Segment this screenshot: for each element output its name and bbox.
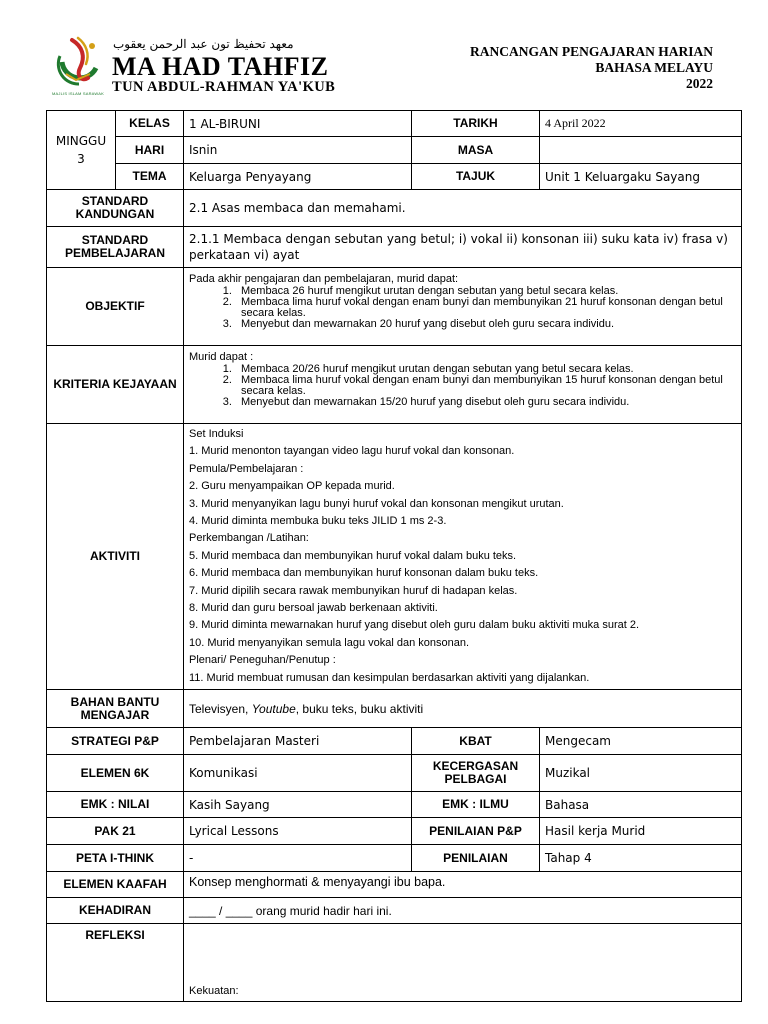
objektif-list — [189, 286, 736, 330]
objektif-content — [184, 268, 742, 346]
tajuk-value: Unit 1 Keluargaku Sayang — [540, 164, 742, 190]
table-row — [47, 164, 742, 190]
aktiviti-line: Set Induksi — [189, 428, 244, 440]
list-item: 3. Menyebut dan mewarnakan 20 huruf yang disebut oleh guru secara individu. — [235, 319, 736, 330]
standard-kandungan-label-line1: STANDARD — [81, 194, 149, 208]
elemen6k-label: ELEMEN 6K — [47, 755, 184, 792]
aktiviti-line: 11. Murid membuat rumusan dan kesimpulan berdasarkan aktiviti yang dijalankan. — [189, 671, 590, 684]
standard-pembelajaran-label — [47, 227, 184, 268]
objektif-intro: Pada akhir pengajaran dan pembelajaran, murid dapat: — [189, 273, 459, 285]
kecergasan-label-line1: KECERGASAN — [432, 759, 519, 773]
table-row — [47, 268, 742, 346]
aktiviti-line: Pemula/Pembelajaran : — [189, 462, 304, 475]
penilaian-label: PENILAIAN — [412, 845, 540, 872]
tema-label: TEMA — [116, 164, 184, 190]
logo-caption: MAJLIS ISLAM SARAWAK — [52, 91, 104, 96]
emk-ilmu-label: EMK : ILMU — [412, 792, 540, 818]
aktiviti-line: 4. Murid diminta membuka buku teks JILID 1 ms 2-3. — [189, 515, 447, 528]
kelas-value: 1 AL-BIRUNI — [184, 111, 412, 137]
penilaian-pp-value: Hasil kerja Murid — [540, 818, 742, 845]
elemen6k-value: Komunikasi — [184, 755, 412, 792]
page-header — [0, 0, 768, 108]
bbm-value — [184, 690, 742, 728]
strategi-label: STRATEGI P&P — [47, 728, 184, 755]
tarikh-label: TARIKH — [412, 111, 540, 137]
aktiviti-line: 1. Murid menonton tayangan video lagu huruf vokal dan konsonan. — [189, 445, 515, 458]
table-row — [47, 190, 742, 227]
kecergasan-value: Muzikal — [540, 755, 742, 792]
minggu-cell — [47, 111, 116, 190]
table-row — [47, 818, 742, 845]
aktiviti-line: 7. Murid dipilih secara rawak membunyikan huruf di hadapan kelas. — [189, 584, 518, 597]
emk-ilmu-value: Bahasa — [540, 792, 742, 818]
list-item: 1. Membaca 20/26 huruf mengikut urutan dengan sebutan yang betul secara kelas. — [235, 364, 736, 375]
list-item: 1. Membaca 26 huruf mengikut urutan dengan sebutan yang betul secara kelas. — [235, 286, 736, 297]
table-row — [47, 690, 742, 728]
pak21-value: Lyrical Lessons — [184, 818, 412, 845]
aktiviti-line: Perkembangan /Latihan: — [189, 532, 309, 545]
aktiviti-line: Plenari/ Peneguhan/Penutup : — [189, 654, 336, 667]
standard-pembelajaran-value: 2.1.1 Membaca dengan sebutan yang betul; i) vokal ii) konsonan iii) suku kata iv) frasa v) perkataan vi) ayat — [184, 227, 742, 268]
aktiviti-line: 6. Murid membaca dan membunyikan huruf konsonan dalam buku teks. — [189, 567, 539, 580]
standard-pembelajaran-label-line2: PEMBELAJARAN — [64, 246, 165, 260]
penilaian-pp-label: PENILAIAN P&P — [412, 818, 540, 845]
bbm-value-italic: Youtube — [251, 701, 296, 716]
aktiviti-content — [184, 424, 742, 690]
kehadiran-value: ____ / ____ orang murid hadir hari ini. — [184, 898, 742, 924]
bbm-value-pre: Televisyen, — [189, 701, 252, 716]
bbm-label-line2: MENGAJAR — [80, 707, 150, 722]
hari-label: HARI — [116, 137, 184, 164]
table-row — [47, 424, 742, 690]
emk-nilai-value: Kasih Sayang — [184, 792, 412, 818]
aktiviti-line: 5. Murid membaca dan membunyikan huruf vokal dalam buku teks. — [189, 549, 517, 562]
bbm-value-post: , buku teks, buku aktiviti — [295, 701, 424, 716]
kekuatan-label: Kekuatan: — [189, 985, 239, 997]
elemen-kaafah-value: Konsep menghormati & menyayangi ibu bapa. — [184, 872, 742, 898]
refleksi-label: REFLEKSI — [47, 924, 184, 1002]
kehadiran-label: KEHADIRAN — [47, 898, 184, 924]
table-row — [47, 137, 742, 164]
table-row — [47, 227, 742, 268]
tarikh-value: 4 April 2022 — [540, 111, 742, 137]
table-row — [47, 755, 742, 792]
kriteria-list — [189, 364, 736, 408]
table-row — [47, 346, 742, 424]
table-row — [47, 792, 742, 818]
kecergasan-label-line2: PELBAGAI — [444, 772, 507, 786]
objektif-label: OBJEKTIF — [47, 268, 184, 346]
penilaian-value: Tahap 4 — [540, 845, 742, 872]
peta-ithink-value: - — [184, 845, 412, 872]
school-name-arabic: معهد تحفيظ تون عبد الرحمن يعقوب — [113, 37, 294, 51]
document-title — [470, 44, 713, 92]
school-name: MA HAD TAHFIZ — [112, 52, 329, 81]
strategi-value: Pembelajaran Masteri — [184, 728, 412, 755]
aktiviti-line: 9. Murid diminta mewarnakan huruf yang disebut oleh guru dalam buku aktiviti muka surat 2. — [189, 619, 640, 632]
table-row — [47, 111, 742, 137]
bbm-label-line1: BAHAN BANTU — [70, 694, 160, 709]
doc-year-line: 2022 — [686, 76, 713, 91]
table-row — [47, 924, 742, 1002]
doc-title-line: RANCANGAN PENGAJARAN HARIAN — [470, 44, 713, 59]
list-item: 2. Membaca lima huruf vokal dengan enam bunyi dan membunyikan 21 huruf konsonan dengan betul secara kelas. — [235, 297, 736, 319]
table-row — [47, 898, 742, 924]
aktiviti-line: 10. Murid menyanyikan semula lagu vokal dan konsonan. — [189, 636, 470, 649]
masa-value — [540, 137, 742, 164]
hari-value: Isnin — [184, 137, 412, 164]
masa-label: MASA — [412, 137, 540, 164]
list-item: 2. Membaca lima huruf vokal dengan enam bunyi dan membunyikan 15 huruf konsonan dengan betul secara kelas. — [235, 375, 736, 397]
kecergasan-label — [412, 755, 540, 792]
pak21-label: PAK 21 — [47, 818, 184, 845]
kbat-label: KBAT — [412, 728, 540, 755]
table-row — [47, 872, 742, 898]
standard-kandungan-label-line2: KANDUNGAN — [75, 207, 155, 221]
doc-subject-line: BAHASA MELAYU — [595, 60, 713, 75]
aktiviti-line: 8. Murid dan guru bersoal jawab berkenaan aktiviti. — [189, 602, 438, 615]
elemen-kaafah-label: ELEMEN KAAFAH — [47, 872, 184, 898]
kriteria-intro: Murid dapat : — [189, 351, 254, 363]
tajuk-label: TAJUK — [412, 164, 540, 190]
kelas-label: KELAS — [116, 111, 184, 137]
minggu-label: MINGGU — [55, 134, 107, 148]
list-item: 3. Menyebut dan mewarnakan 15/20 huruf yang disebut oleh guru secara individu. — [235, 397, 736, 408]
emk-nilai-label: EMK : NILAI — [47, 792, 184, 818]
table-row — [47, 845, 742, 872]
aktiviti-line: 2. Guru menyampaikan OP kepada murid. — [189, 480, 395, 493]
refleksi-content — [184, 924, 742, 1002]
peta-ithink-label: PETA I-THINK — [47, 845, 184, 872]
kriteria-content — [184, 346, 742, 424]
school-logo-icon — [52, 34, 106, 94]
standard-kandungan-label — [47, 190, 184, 227]
school-subname: TUN ABDUL-RAHMAN YA'KUB — [112, 79, 336, 95]
table-row — [47, 728, 742, 755]
kbat-value: Mengecam — [540, 728, 742, 755]
lesson-plan-table — [46, 110, 742, 1002]
kriteria-label: KRITERIA KEJAYAAN — [47, 346, 184, 424]
standard-kandungan-value: 2.1 Asas membaca dan memahami. — [184, 190, 742, 227]
aktiviti-label: AKTIVITI — [47, 424, 184, 690]
aktiviti-line: 3. Murid menyanyikan lagu bunyi huruf vokal dan konsonan mengikut urutan. — [189, 497, 564, 510]
minggu-value: 3 — [77, 152, 85, 166]
standard-pembelajaran-label-line1: STANDARD — [81, 233, 149, 247]
bbm-label — [47, 690, 184, 728]
tema-value: Keluarga Penyayang — [184, 164, 412, 190]
